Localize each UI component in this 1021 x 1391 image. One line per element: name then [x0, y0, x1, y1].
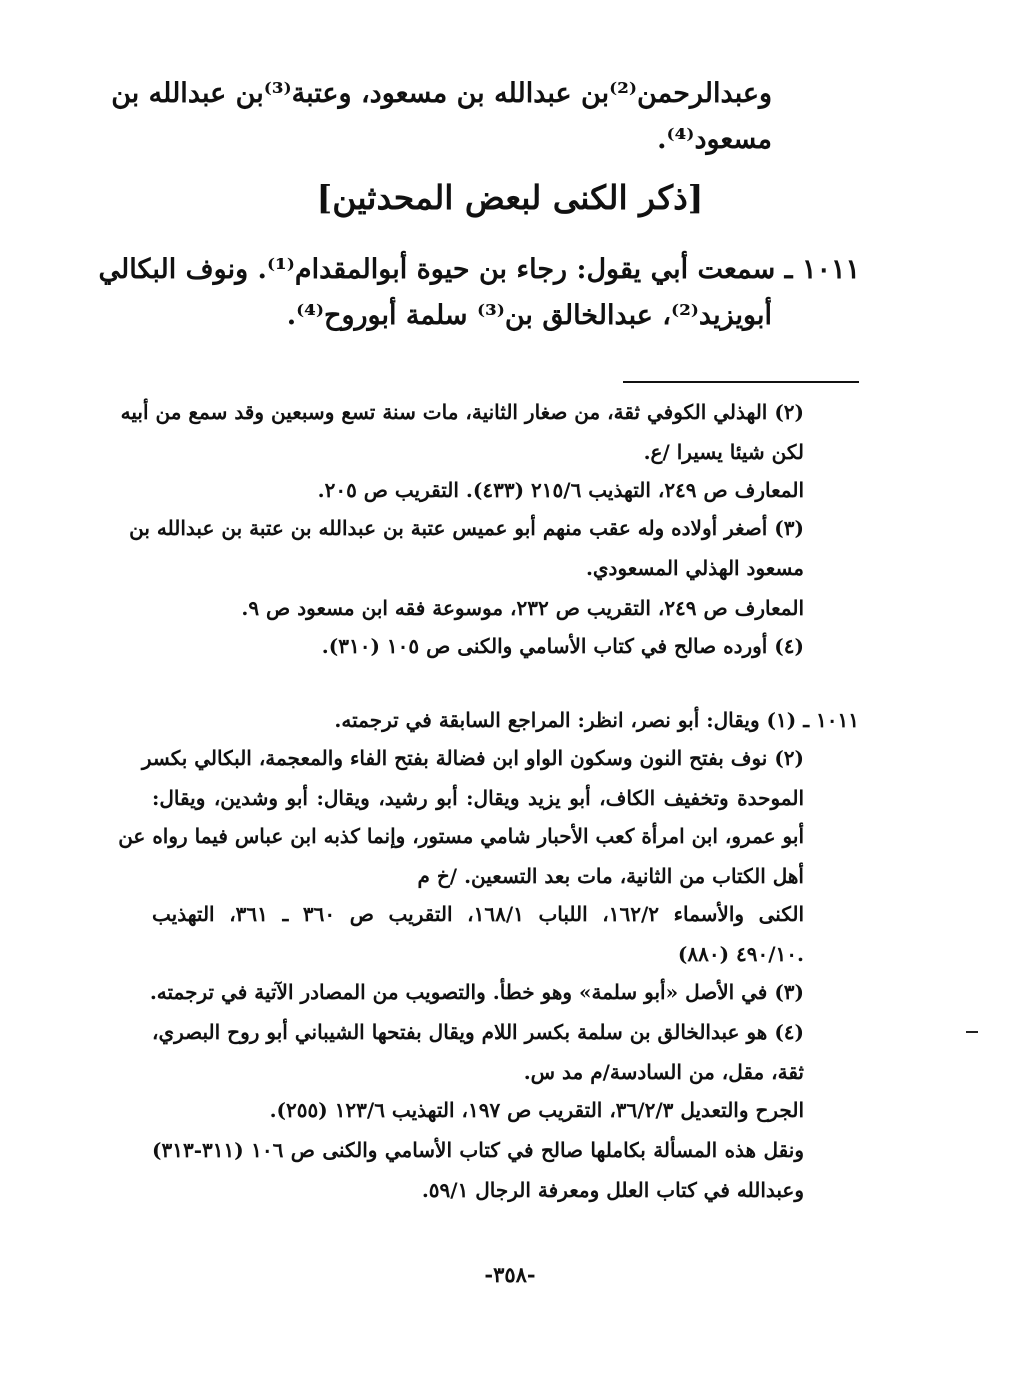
margin-mark — [966, 1031, 978, 1033]
footnote-line: وعبدالله في كتاب العلل ومعرفة الرجال ٥٩/١. — [421, 1178, 804, 1202]
page-number: -٣٥٨- — [484, 1262, 536, 1287]
footnote-line: (٢) نوف بفتح النون وسكون الواو ابن فضالة بفتح الفاء والمعجمة، البكالي بكسر — [141, 746, 804, 770]
footnote-line: (٢) الهذلي الكوفي ثقة، من صغار الثانية، مات سنة تسع وسبعين وقد سمع من أبيه — [120, 400, 804, 424]
footnote-line: (٤) أورده صالح في كتاب الأسامي والكنى ص ١٠٥ (٣١٠). — [321, 634, 804, 658]
footnote-line: المعارف ص ٢٤٩، التقريب ص ٢٣٢، موسوعة فقه ابن مسعود ص ٩. — [241, 596, 804, 620]
footnote-line: (٤) هو عبدالخالق بن سلمة بكسر اللام ويقال بفتحها الشيباني أبو روح البصري، — [152, 1020, 804, 1044]
footnote-line: الكنى والأسماء ١٦٢/٢، اللباب ١٦٨/١، التقريب ص ٣٦٠ ـ ٣٦١، التهذيب — [152, 902, 805, 926]
footnote-line: ١٠١١ ـ (١) ويقال: أبو نصر، انظر: المراجع السابقة في ترجمته. — [334, 708, 859, 732]
entry-line-1: ١٠١١ ـ سمعت أبي يقول: رجاء بن حيوة أبوالمقدام⁽¹⁾. ونوف البكالي — [98, 254, 860, 285]
footnote-line: ثقة، مقل، من السادسة/م مد س. — [523, 1060, 804, 1084]
footnote-line: ٤٩٠/١٠ (٨٨٠). — [677, 942, 804, 966]
footnote-line: لكن شيئا يسيرا /ع. — [643, 440, 804, 464]
entry-line-2: أبويزيد⁽²⁾، عبدالخالق بن⁽³⁾ سلمة أبوروح⁽⁴⁾. — [286, 300, 772, 331]
footnote-line: (٣) في الأصل «أبو سلمة» وهو خطأ. والتصويب من المصادر الآتية في ترجمته. — [149, 980, 804, 1004]
footnote-line: المعارف ص ٢٤٩، التهذيب ٢١٥/٦ (٤٣٣). التقريب ص ٢٠٥. — [317, 478, 804, 502]
footnote-line: أهل الكتاب من الثانية، مات بعد التسعين. /خ م — [417, 864, 804, 888]
footnote-line: الجرح والتعديل ٣٦/٢/٣، التقريب ص ١٩٧، التهذيب ١٢٣/٦ (٢٥٥). — [269, 1098, 804, 1122]
footnote-line: (٣) أصغر أولاده وله عقب منهم أبو عميس عتبة بن عبدالله بن عتبة بن عبدالله بن — [129, 516, 804, 540]
main-text-line-1: وعبدالرحمن⁽²⁾بن عبدالله بن مسعود، وعتبة⁽³⁾بن عبدالله بن — [111, 78, 772, 109]
main-text-line-2: مسعود⁽⁴⁾. — [657, 124, 772, 155]
section-heading: [ذكر الكنى لبعض المحدثين] — [316, 178, 704, 217]
footnote-line: مسعود الهذلي المسعودي. — [585, 556, 804, 580]
footnote-line: أبو عمرو، ابن امرأة كعب الأحبار شامي مستور، وإنما كذبه ابن عباس فيما رواه عن — [118, 824, 804, 848]
footnote-separator — [623, 381, 859, 383]
footnote-line: الموحدة وتخفيف الكاف، أبو يزيد ويقال: أبو رشيد، ويقال: أبو وشدين، ويقال: — [152, 786, 804, 810]
footnote-line: ونقل هذه المسألة بكاملها صالح في كتاب الأسامي والكنى ص ١٠٦ (٣١١-٣١٣) — [152, 1138, 804, 1162]
